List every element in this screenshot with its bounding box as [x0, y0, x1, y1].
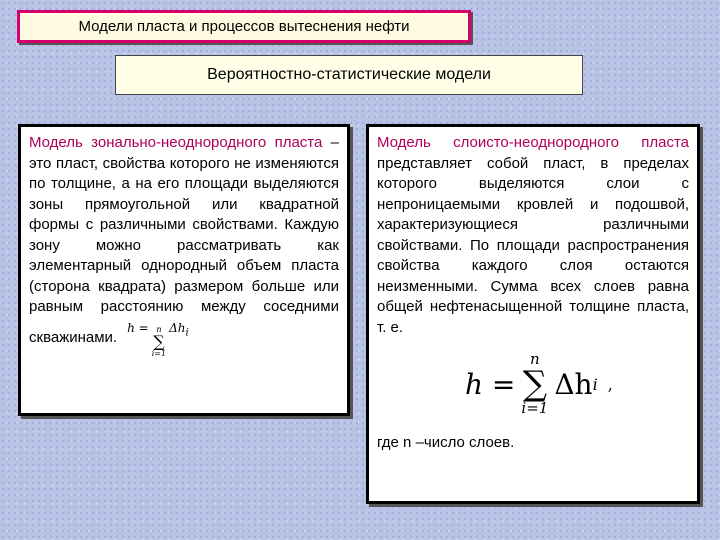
sum-symbol-icon: ∑ — [153, 331, 165, 351]
section-subtitle-text: Вероятностно-статистические модели — [207, 66, 491, 83]
layered-model-text: представляет собой пласт, в пределах которого выделяются слои с непроницаемыми кровлей и подошвой, характеризующиеся различными свойствами. По площади распространения свойства каждого слоя остаются неизменными. Сумма всех слоев равна общей нефтенасыщенной толщине пласта, т. е. — [377, 154, 689, 336]
layered-model-term: Модель слоисто-неоднородного пласта — [377, 134, 689, 151]
zonal-model-text: – это пласт, свойства которого не изменяются по толщине, а на его площади выделяются зоны прямоугольной или квадратной формы с различными свойствами. Каждую зону можно рассматривать как элементарный однородный объем пласта (сторона квадрата) размером больше или равным расстоянию между соседними скважинами. — [29, 134, 339, 346]
layered-formula-sub: i — [592, 374, 598, 394]
layered-formula-trail: , — [607, 374, 613, 394]
zonal-formula-sum — [152, 326, 166, 358]
slide-title-text: Модели пласта и процессов вытеснения нефти — [78, 18, 410, 35]
zonal-formula — [127, 318, 189, 358]
layered-sum-top: n — [530, 350, 540, 368]
zonal-sum-bottom: i=1 — [151, 348, 167, 358]
layered-formula-sum — [521, 352, 548, 416]
zonal-formula-lhs: h = — [127, 320, 149, 335]
layered-formula-body: Δh — [554, 367, 593, 401]
sum-symbol-icon: ∑ — [522, 364, 547, 404]
layer-count-note: где n –число слоев. — [377, 434, 515, 451]
layered-model-panel — [366, 124, 700, 504]
layered-formula — [465, 352, 689, 416]
layered-model-paragraph — [377, 133, 689, 338]
zonal-formula-sub: i — [185, 326, 189, 338]
zonal-sum-top: n — [156, 324, 162, 334]
zonal-model-paragraph — [29, 133, 339, 358]
layered-sum-bottom: i=1 — [521, 399, 549, 417]
section-subtitle — [115, 55, 583, 95]
slide-title — [17, 10, 471, 43]
layered-formula-lhs: h = — [465, 367, 516, 401]
zonal-formula-body: Δh — [169, 320, 186, 335]
zonal-model-term: Модель зонально-неоднородного пласта — [29, 134, 323, 151]
zonal-model-panel — [18, 124, 350, 416]
